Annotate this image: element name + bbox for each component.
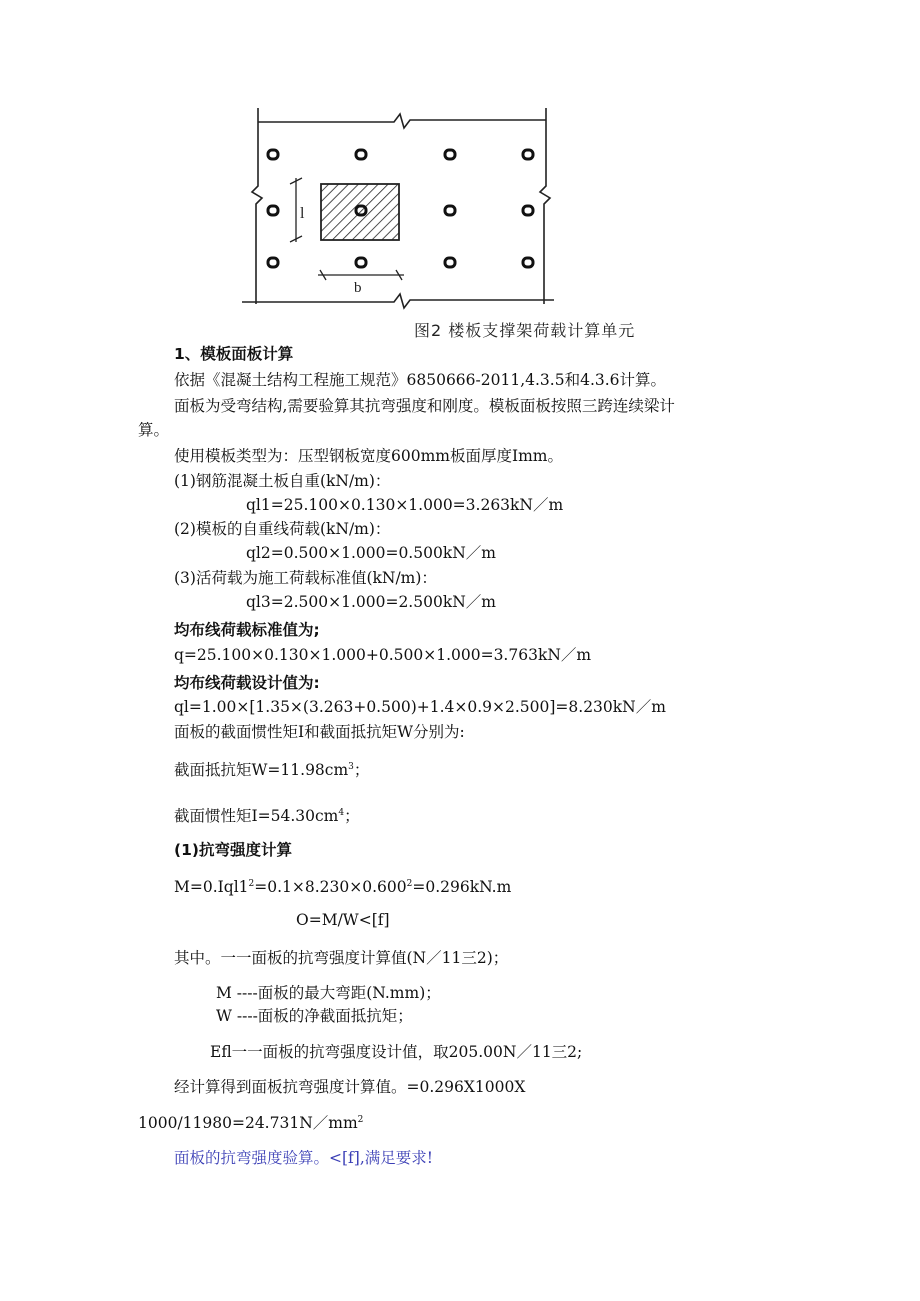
section-modulus [174,760,369,780]
moment-formula [174,877,511,897]
support-ring [356,150,366,159]
load-unit-area [321,184,399,240]
standard-load-formula: q=25.100×0.130×1.000+0.500×1.000=3.763kN／m [174,646,592,664]
basis-text: 依据《混凝土结构工程施工规范》6850666-2011,4.3.5和4.3.6计算。 [174,371,667,389]
figure-caption: 图2 楼板支撑架荷载计算单元 [414,321,636,340]
item-3-formula: ql3=2.500×1.000=2.500kN／m [246,593,496,611]
moment-of-inertia-text: 截面惯性矩I=54.30cm [174,807,339,825]
w-definition: W ----面板的净截面抵抗矩； [216,1007,413,1025]
support-ring [445,258,455,267]
moment-of-inertia-exponent: 4 [338,808,345,818]
item-1-formula: ql1=25.100×0.130×1.000=3.263kN／m [246,496,564,514]
bending-strength-title: (1)抗弯强度计算 [174,841,292,859]
section-modulus-exponent: 3 [348,762,354,772]
item-1-label: (1)钢筋混凝土板自重(kN/m)： [174,472,391,490]
dimension-l-label: l [300,205,305,222]
dimension-b-label: b [354,280,362,296]
item-2-formula: ql2=0.500×1.000=0.500kN／m [246,544,496,562]
moment-formula-exp-1: 2 [248,879,255,889]
moment-formula-a: M=0.Iql1 [174,878,249,896]
top-edge [258,114,546,128]
support-ring [356,258,366,267]
support-ring [268,150,278,159]
standard-load-title: 均布线荷载标准值为; [174,621,320,639]
item-2-label: (2)模板的自重线荷载(kN/m)： [174,520,391,538]
design-load-formula: ql=1.00×[1.35×(3.263+0.500)+1.4×0.9×2.500]=8.230kN／m [174,698,666,716]
section-heading: 1、模板面板计算 [174,345,294,363]
support-ring [268,206,278,215]
moment-of-inertia [174,806,360,826]
formwork-type: 使用模板类型为：压型钢板宽度600mm板面厚度Imm。 [174,447,563,465]
right-edge [540,108,550,304]
section-modulus-text: 截面抵抗矩W=11.98cm [174,761,349,779]
f-definition: Efl一一面板的抗弯强度设计值，取205.00N／11三2; [210,1043,583,1061]
m-definition: M ----面板的最大弯距(N.mm)； [216,984,441,1002]
calculation-line-2-exponent: 2 [357,1115,364,1125]
calculation-line-2-text: 1000/11980=24.731N／mm [138,1114,358,1132]
bottom-edge [242,294,554,308]
section-modulus-end: ； [353,761,370,779]
description-line-2: 算。 [138,421,170,439]
description-line-1: 面板为受弯结构,需要验算其抗弯强度和刚度。模板面板按照三跨连续梁计 [174,397,675,415]
calculation-line-1: 经计算得到面板抗弯强度计算值。=0.296X1000X [174,1078,526,1096]
floor-plan-diagram [240,104,556,310]
support-ring [523,258,533,267]
moment-formula-c: =0.296kN.m [412,878,512,896]
item-3-label: (3)活荷载为施工荷载标准值(kN/m)： [174,569,437,587]
support-ring [445,206,455,215]
load-unit-figure [240,104,556,310]
moment-formula-exp-2: 2 [406,879,413,889]
design-load-title: 均布线荷载设计值为: [174,674,320,692]
left-edge [252,108,262,304]
support-ring [268,258,278,267]
conclusion-text: 面板的抗弯强度验算。<[f],满足要求! [174,1149,433,1167]
support-ring [523,206,533,215]
moment-formula-b: =0.1×8.230×0.600 [254,878,407,896]
where-line: 其中。一一面板的抗弯强度计算值(N／11三2)； [174,949,509,967]
support-ring [523,150,533,159]
support-ring [445,150,455,159]
calculation-line-2 [138,1113,363,1133]
stress-formula: O=M/W<[f] [296,911,390,929]
moment-of-inertia-end: ； [344,807,360,825]
section-properties-intro: 面板的截面惯性矩I和截面抵抗矩W分别为: [174,723,465,741]
